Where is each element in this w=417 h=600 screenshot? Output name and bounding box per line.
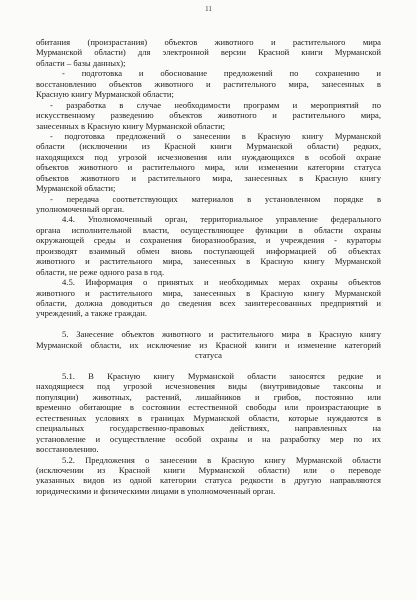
text-line: учреждений, а также граждан. bbox=[36, 308, 148, 319]
text-line: области, не реже одного раза в год. bbox=[36, 266, 165, 277]
text-line: - передача соответствующих материалов в установленном порядке в bbox=[50, 193, 381, 204]
text-line: уполномоченный орган. bbox=[36, 204, 125, 214]
text-line: находящихся под угрозой исчезновения или нуждающихся в особой охране bbox=[36, 151, 381, 162]
text-line: области – базы данных); bbox=[36, 57, 126, 68]
text-line: 4.5. Информация о принятых и необходимых мерах охраны объектов bbox=[62, 277, 381, 288]
text-line: восстановлению. bbox=[36, 444, 99, 455]
text-line: 5.2. Предложения о занесении в Красную книгу Мурманской области bbox=[62, 454, 381, 465]
heading-line: 5. Занесение объектов животного и растительного мира в Красную книгу bbox=[62, 329, 381, 340]
text-line: обитания (произрастания) объектов животного и растительного мира bbox=[36, 37, 381, 47]
text-line: - подготовка и обоснование предложений по сохранению и bbox=[62, 68, 381, 79]
text-line: занесенных в Красную книгу Мурманской области; bbox=[36, 120, 226, 131]
section-heading bbox=[36, 329, 381, 360]
text-line: - разработка в случае необходимости программ и мероприятий по bbox=[50, 99, 381, 110]
text-line: популяции) животных, растений, лишайников и грибов, постоянно или bbox=[36, 391, 381, 402]
text-line: (исключении из Красной книги Мурманской области) или о переводе bbox=[36, 464, 381, 475]
text-line: 4.4. Уполномоченный орган, территориальное управление федерального bbox=[62, 214, 381, 225]
text-line: Красную книгу Мурманской области; bbox=[36, 89, 174, 100]
document-body bbox=[36, 37, 381, 496]
text-line: указанных видов из одной категории статуса редкости в другую направляются bbox=[36, 475, 381, 486]
text-line: области (исключении из Красной книги Мурманской области) редких, bbox=[36, 141, 381, 152]
text-line: восстановлению объектов животного и растительного мира, занесенных в bbox=[36, 78, 381, 89]
text-line: находящиеся под угрозой исчезновения виды (внутривидовые таксоны и bbox=[36, 381, 381, 392]
text-line: - подготовка предложений о занесении в Красную книгу Мурманской bbox=[50, 130, 381, 141]
text-line: объектов животного и растительного мира, или изменении категории статуса bbox=[36, 162, 381, 173]
text-line: окружающей среды и сохранения биоразнообразия, и учреждения - кураторы bbox=[36, 235, 381, 246]
text-line: животного и растительного мира, занесенных в Красную книгу Мурманской bbox=[36, 256, 381, 267]
text-line: объектов животного и растительного мира, занесенных в Красную книгу bbox=[36, 172, 381, 183]
text-line: области, должна доводиться до сведения всех заинтересованных предприятий и bbox=[36, 297, 381, 308]
text-line: юридическими и физическими лицами в уполномоченный орган. bbox=[36, 485, 276, 496]
text-line: установление и осуществление особой охраны и на разработку мер по их bbox=[36, 433, 381, 444]
text-line: специальных государственно-правовых действиях, направленных на bbox=[36, 423, 381, 434]
text-line: животного и растительного мира, занесенных в Красную книгу Мурманской bbox=[36, 287, 381, 298]
text-line: Мурманской области) для электронной версии Красной книги Мурманской bbox=[36, 47, 381, 58]
heading-line: статуса bbox=[195, 350, 222, 361]
text-line: Мурманской области; bbox=[36, 183, 116, 194]
text-line: естественных условиях в границах Мурманской области, которые нуждаются в bbox=[36, 412, 381, 423]
page-number: 11 bbox=[205, 5, 212, 13]
text-line: 5.1. В Красную книгу Мурманской области заносятся редкие и bbox=[62, 371, 381, 381]
text-line: искусственному разведению объектов животного и растительного мира, bbox=[36, 110, 381, 121]
text-line: производят взаимный обмен вновь поступающей информацией об объектах bbox=[36, 245, 381, 256]
heading-line: Мурманской области, их исключение из Красной книги и изменение категорий bbox=[36, 339, 381, 350]
text-line: временно обитающие в состоянии естественной свободы или произрастающие в bbox=[36, 402, 381, 413]
text-line: органа исполнительной власти, осуществляющее функции в области охраны bbox=[36, 224, 381, 235]
